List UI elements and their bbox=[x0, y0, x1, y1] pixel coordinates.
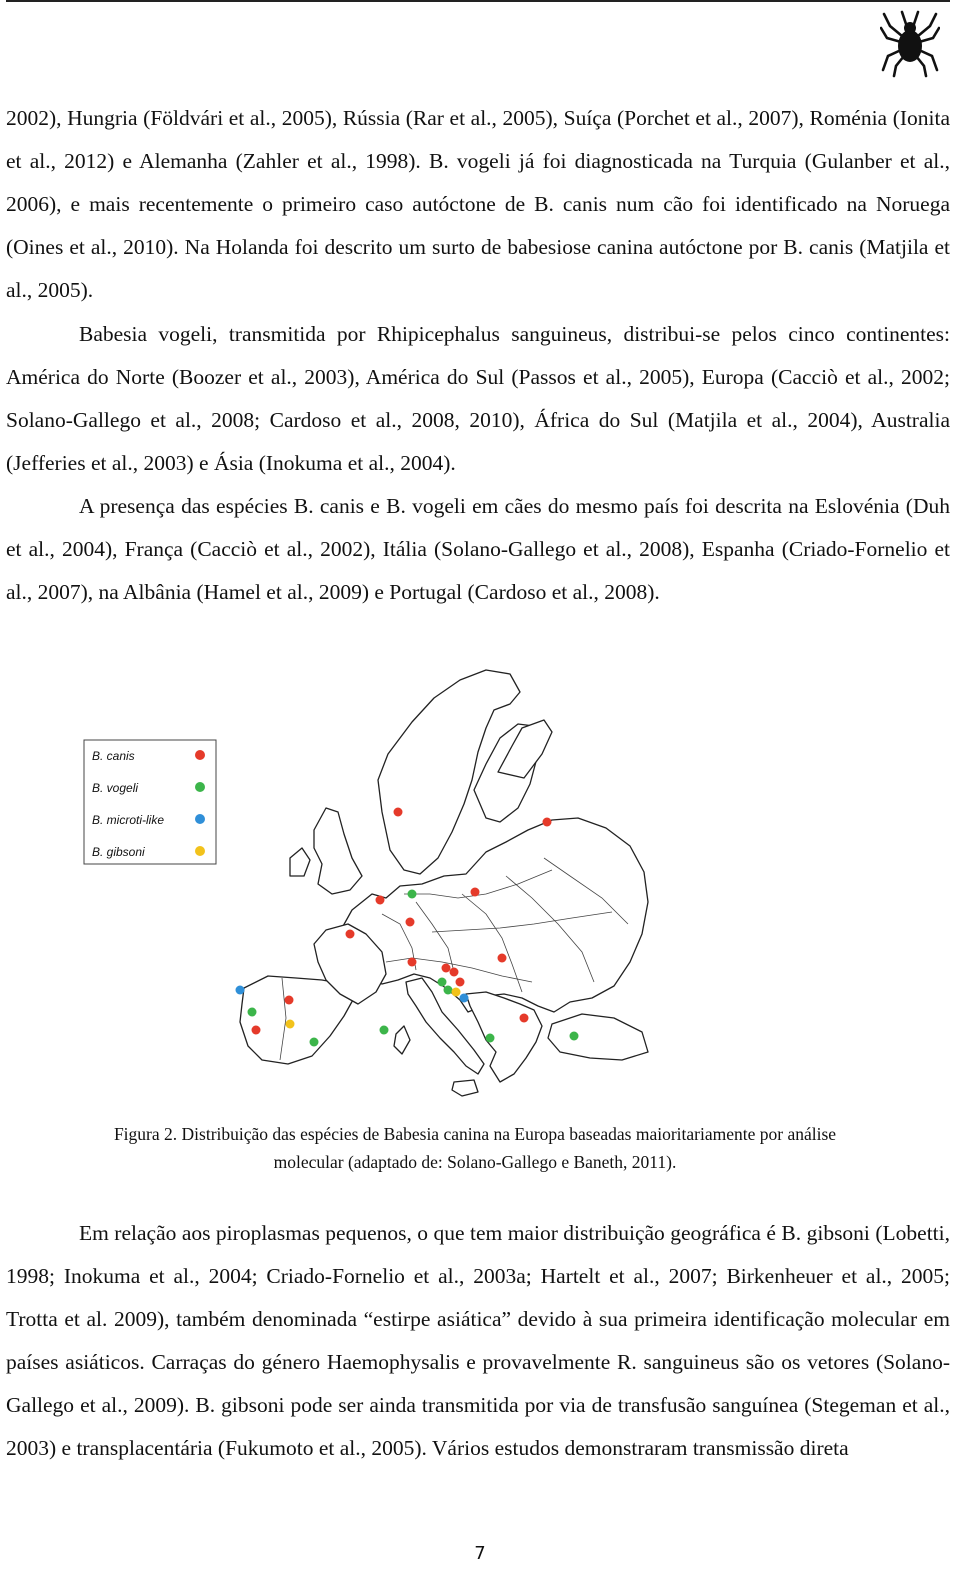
marker-b-canis bbox=[252, 1026, 261, 1035]
marker-b-vogeli bbox=[248, 1008, 257, 1017]
marker-b-microti-like bbox=[460, 994, 469, 1003]
marker-b-vogeli bbox=[444, 986, 453, 995]
marker-b-vogeli bbox=[486, 1034, 495, 1043]
marker-b-vogeli bbox=[408, 890, 417, 899]
tick-icon bbox=[880, 6, 940, 78]
marker-b-canis bbox=[471, 888, 480, 897]
marker-b-canis bbox=[543, 818, 552, 827]
legend-label-b-gibsoni: B. gibsoni bbox=[92, 845, 145, 859]
marker-b-canis bbox=[520, 1014, 529, 1023]
paragraph-3: A presença das espécies B. canis e B. vogeli em cães do mesmo país foi descrita na Eslovénia (Duh et al., 2004), França (Cacciò et al., 2002), Itália (Solano-Gallego et al., 2008), Espanha (Criado-Fornelio et al., 2007), na Albânia (Hamel et al., 2009) e Portugal (Cardoso et al., 2008). bbox=[6, 494, 950, 604]
marker-b-canis bbox=[450, 968, 459, 977]
marker-b-gibsoni bbox=[452, 988, 461, 997]
legend-dot-b-canis bbox=[195, 750, 205, 760]
caption-line-1: Figura 2. Distribuição das espécies de Babesia canina na Europa baseadas maioritariamente por análise bbox=[113, 1124, 837, 1144]
marker-b-canis bbox=[394, 808, 403, 817]
figure-caption bbox=[30, 1120, 920, 1176]
legend-dot-b-microti-like bbox=[195, 814, 205, 824]
legend-label-b-canis: B. canis bbox=[92, 749, 135, 763]
legend-label-b-microti-like: B. microti-like bbox=[92, 813, 165, 827]
map-legend bbox=[84, 740, 216, 864]
marker-b-canis bbox=[498, 954, 507, 963]
europe-map-figure bbox=[82, 662, 652, 1107]
page-number: 7 bbox=[474, 1543, 486, 1564]
legend-dot-b-gibsoni bbox=[195, 846, 205, 856]
europe-map-outline bbox=[240, 670, 648, 1096]
marker-b-canis bbox=[346, 930, 355, 939]
legend-label-b-vogeli: B. vogeli bbox=[92, 781, 139, 795]
caption-line-2: molecular (adaptado de: Solano-Gallego e Baneth, 2011). bbox=[273, 1152, 677, 1172]
marker-b-gibsoni bbox=[286, 1020, 295, 1029]
paragraph-2: Babesia vogeli, transmitida por Rhipicephalus sanguineus, distribui-se pelos cinco continentes: América do Norte (Boozer et al., 2003), América do Sul (Passos et al., 2005), Europa (Cacciò et al., 2002; Solano-Gallego et al., 2008; Cardoso et al., 2008, 2010), África do Sul (Matjila et al., 2004), Australia (Jefferies et al., 2003) e Ásia (Inokuma et al., 2004). bbox=[6, 322, 950, 475]
paragraph-1: 2002), Hungria (Földvári et al., 2005), Rússia (Rar et al., 2005), Suíça (Porchet et al., 2007), Roménia (Ionita et al., 2012) e Alemanha (Zahler et al., 1998). B. vogeli já foi diagnosticada na Turquia (Gulanber et al., 2006), e mais recentemente o primeiro caso autóctone de B. canis num cão foi identificado na Noruega (Oines et al., 2010). Na Holanda foi descrito um surto de babesiose canina autóctone por B. canis (Matjila et al., 2005). bbox=[6, 106, 950, 302]
legend-dot-b-vogeli bbox=[195, 782, 205, 792]
marker-b-canis bbox=[285, 996, 294, 1005]
marker-b-canis bbox=[442, 964, 451, 973]
marker-b-canis bbox=[376, 896, 385, 905]
marker-b-canis bbox=[456, 978, 465, 987]
marker-b-vogeli bbox=[310, 1038, 319, 1047]
header-rule bbox=[6, 0, 950, 2]
marker-b-vogeli bbox=[380, 1026, 389, 1035]
marker-b-vogeli bbox=[570, 1032, 579, 1041]
paragraph-4: Em relação aos piroplasmas pequenos, o que tem maior distribuição geográfica é B. gibsoni (Lobetti, 1998; Inokuma et al., 2004; Criado-Fornelio et al., 2003a; Hartelt et al., 2007; Birkenheuer et al., 2005; Trotta et al. 2009), também denominada “estirpe asiática” devido à sua primeira identificação molecular em países asiáticos. Carraças do género Haemophysalis e provavelmente R. sanguineus são os vetores (Solano-Gallego et al., 2009). B. gibsoni pode ser ainda transmitida por via de transfusão sanguínea (Stegeman et al., 2003) e transplacentária (Fukumoto et al., 2005). Vários estudos demonstraram transmissão direta bbox=[6, 1221, 950, 1460]
marker-b-microti-like bbox=[236, 986, 245, 995]
marker-b-canis bbox=[408, 958, 417, 967]
marker-b-vogeli bbox=[438, 978, 447, 987]
marker-b-canis bbox=[406, 918, 415, 927]
